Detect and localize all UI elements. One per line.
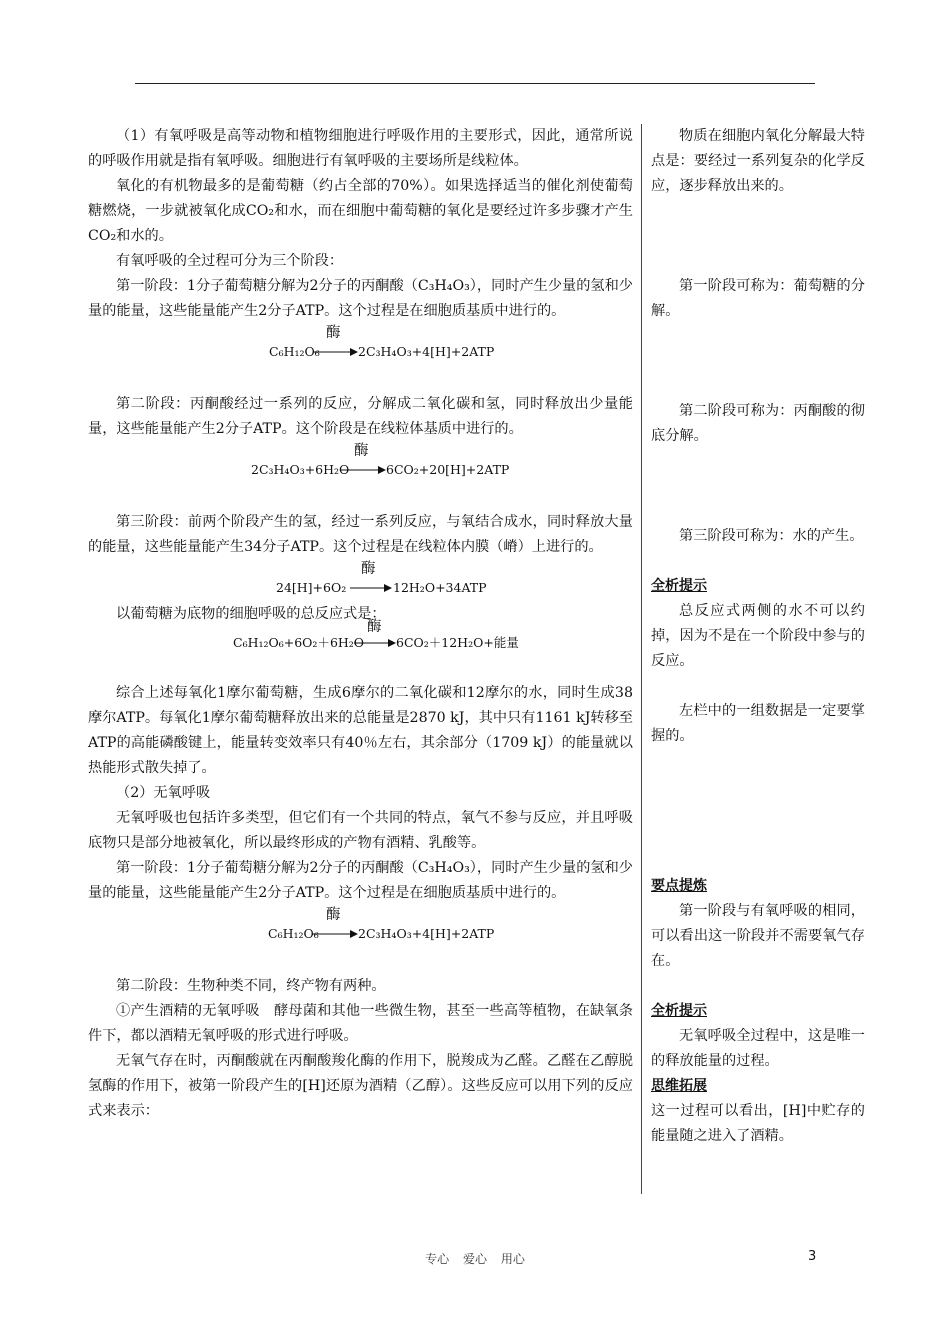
paragraph: ①产生酒精的无氧呼吸 酵母菌和其他一些微生物，甚至一些高等植物，在缺氧条件下，都以酒精无氧呼吸的形式进行呼吸。 [88, 1003, 633, 1044]
paragraph: 第一阶段：1分子葡萄糖分解为2分子的丙酮酸（C₃H₄O₃），同时产生少量的氢和少量的能量，这些能量能产生2分子ATP。这个过程是在细胞质基质中进行的。 [88, 278, 633, 319]
equation-lhs: 2C₃H₄O₃+6H₂O [251, 462, 350, 477]
paragraph: 以葡萄糖为底物的细胞呼吸的总反应式是： [116, 606, 386, 622]
enzyme-label: 酶 [354, 443, 369, 459]
paragraph: 第二阶段：丙酮酸经过一系列的反应，分解成二氧化碳和氢，同时释放出少量能量，这些能量能产生2分子ATP。这个阶段是在线粒体基质中进行的。 [88, 396, 633, 437]
main-column [88, 124, 633, 1124]
equation-lhs: C₆H₁₂O₆ [268, 926, 319, 941]
section-heading: 要点提炼 [651, 878, 707, 894]
enzyme-label: 酶 [361, 561, 376, 577]
enzyme-label: 酶 [326, 907, 341, 923]
equation-lhs: C₆H₁₂O₆ [269, 344, 320, 359]
paragraph: 第一阶段：1分子葡萄糖分解为2分子的丙酮酸（C₃H₄O₃），同时产生少量的氢和少量的能量，这些能量能产生2分子ATP。这个过程是在细胞质基质中进行的。 [88, 860, 633, 901]
paragraph: 综合上述每氧化1摩尔葡萄糖，生成6摩尔的二氧化碳和12摩尔的水，同时生成38摩尔ATP。每氧化1摩尔葡萄糖释放出来的总能量是2870 kJ，其中只有1161 kJ转移至ATP的高能磷酸键上，能量转变效率只有40％左右，其余部分（1709 kJ）的能量就以热能形式散失掉了。 [88, 685, 633, 776]
paragraph: 有氧呼吸的全过程可分为三个阶段： [116, 253, 344, 269]
paragraph: 第三阶段：前两个阶段产生的氢，经过一系列反应，与氧结合成水，同时释放大量的能量，这些能量能产生34分子ATP。这个过程是在线粒体内膜（嵴）上进行的。 [88, 514, 633, 555]
equation [88, 619, 633, 663]
side-note: 第一阶段可称为：葡萄糖的分解。 [651, 278, 865, 319]
side-note: 左栏中的一组数据是一定要掌握的。 [651, 703, 865, 744]
side-column [651, 124, 865, 1149]
paragraph: 氧化的有机物最多的是葡萄糖（约占全部的70%）。如果选择适当的催化剂使葡萄糖燃烧，一步就被氧化成CO₂和水，而在细胞中葡萄糖的氧化是要经过许多步骤才产生CO₂和水的。 [88, 178, 633, 244]
side-note: 这一过程可以看出，[H]中贮存的能量随之进入了酒精。 [651, 1103, 865, 1144]
reaction-arrow [313, 928, 358, 940]
reaction-arrow [350, 582, 392, 594]
side-note: 物质在细胞内氧化分解最大特点是：要经过一系列复杂的化学反应，逐步释放出来的。 [651, 128, 865, 194]
side-note: 第三阶段可称为：水的产生。 [679, 528, 864, 544]
paragraph: （1）有氧呼吸是高等动物和植物细胞进行呼吸作用的主要形式，因此，通常所说的呼吸作用就是指有氧呼吸。细胞进行有氧呼吸的主要场所是线粒体。 [88, 128, 633, 169]
side-note: 第二阶段可称为：丙酮酸的彻底分解。 [651, 403, 865, 444]
section-heading: 思维拓展 [651, 1078, 707, 1094]
footer-word: 用心 [500, 1252, 525, 1266]
column-divider [641, 124, 642, 1194]
equation-rhs: 2C₃H₄O₃+4[H]+2ATP [358, 344, 495, 359]
footer-word: 爱心 [462, 1252, 487, 1266]
equation [88, 906, 633, 956]
equation-rhs: 12H₂O+34ATP [393, 580, 487, 595]
equation-lhs: 24[H]+6O₂ [276, 580, 347, 595]
enzyme-label: 酶 [326, 325, 341, 341]
equation-rhs: 2C₃H₄O₃+4[H]+2ATP [358, 926, 495, 941]
equation-rhs: 6CO₂＋12H₂O+能量 [396, 635, 519, 650]
reaction-arrow [313, 346, 358, 358]
equation [88, 560, 633, 610]
page-number: 3 [808, 1249, 817, 1264]
side-note: 第一阶段与有氧呼吸的相同，可以看出这一阶段并不需要氧气存在。 [651, 903, 865, 969]
equation-rhs: 6CO₂+20[H]+2ATP [386, 462, 510, 477]
header-rule [135, 83, 815, 84]
paragraph: 无氧呼吸也包括许多类型，但它们有一个共同的特点，氧气不参与反应，并且呼吸底物只是部分地被氧化，所以最终形成的产物有酒精、乳酸等。 [88, 810, 633, 851]
paragraph: 第二阶段：生物种类不同，终产物有两种。 [116, 978, 386, 994]
equation [88, 324, 633, 374]
equation [88, 442, 633, 492]
side-note: 总反应式两侧的水不可以约掉，因为不是在一个阶段中参与的反应。 [651, 603, 865, 669]
reaction-arrow [341, 464, 386, 476]
equation-lhs: C₆H₁₂O₆+6O₂＋6H₂O [233, 635, 365, 650]
enzyme-label: 酶 [367, 619, 382, 635]
footer-word: 专心 [425, 1252, 450, 1266]
reaction-arrow [354, 637, 396, 649]
paragraph: 无氧气存在时，丙酮酸就在丙酮酸羧化酶的作用下，脱羧成为乙醛。乙醛在乙醇脱氢酶的作用下，被第一阶段产生的[H]还原为酒精（乙醇）。这些反应可以用下列的反应式来表示： [88, 1053, 633, 1119]
side-note: 无氧呼吸全过程中，这是唯一的释放能量的过程。 [651, 1028, 865, 1069]
paragraph: （2）无氧呼吸 [116, 785, 211, 801]
section-heading: 全析提示 [651, 578, 707, 594]
section-heading: 全析提示 [651, 1003, 707, 1019]
